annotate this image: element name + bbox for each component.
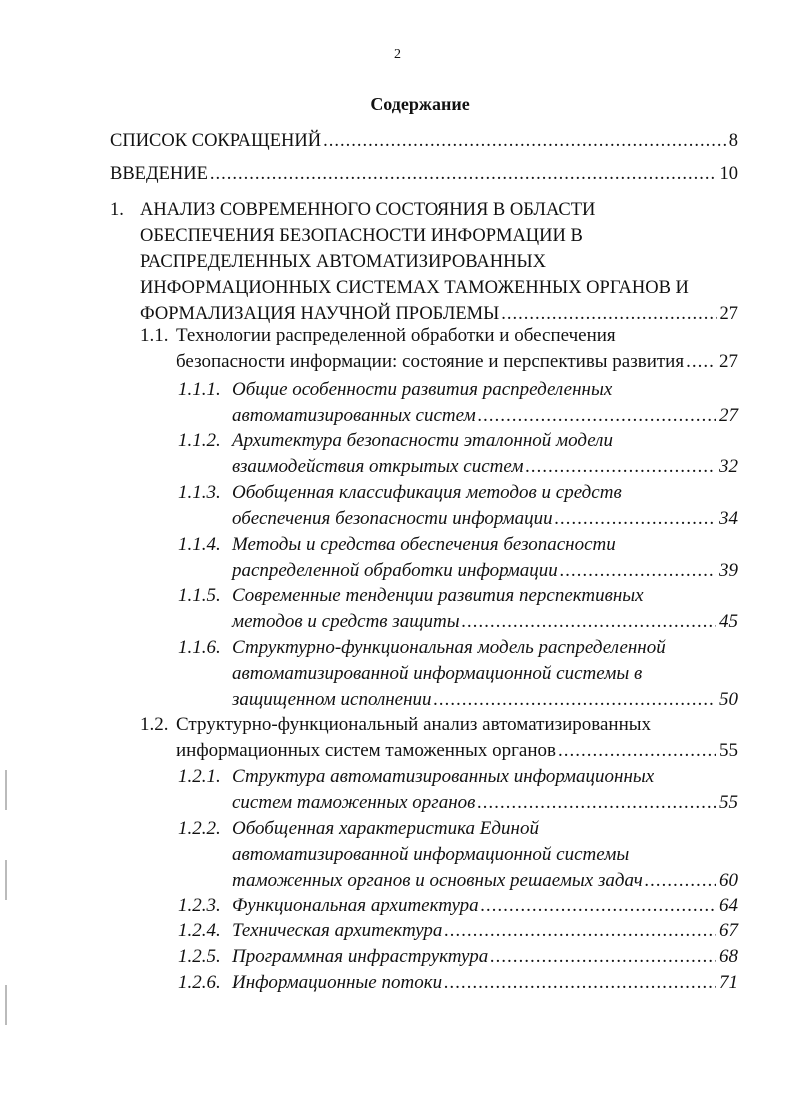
toc-page-number: 39 <box>719 560 738 581</box>
toc-entry-s1-1[interactable] <box>140 323 738 375</box>
dot-leader <box>478 403 716 429</box>
toc-entry-text: Структурно-функциональная модель распределенной <box>232 637 666 658</box>
dot-leader <box>481 893 716 919</box>
toc-entry-text: Обобщенная характеристика Единой <box>232 818 539 839</box>
dot-leader <box>525 454 716 480</box>
toc-entry-number: 1.2.2. <box>178 818 221 839</box>
toc-page-number: 8 <box>728 131 738 151</box>
toc-page-number: 27 <box>719 304 738 324</box>
toc-entry-number: 1.1.1. <box>178 379 221 400</box>
toc-entry-s1-2-5[interactable] <box>178 944 738 970</box>
toc-entry-text: безопасности информации: состояние и перспективы развития <box>176 351 685 372</box>
toc-page-number: 32 <box>719 456 738 477</box>
toc-entry-number: 1.1. <box>140 325 169 346</box>
toc-entry-text: Обобщенная классификация методов и средств <box>232 482 622 503</box>
toc-entry-s1-2[interactable] <box>140 712 738 764</box>
toc-entry-number: 1.1.2. <box>178 430 221 451</box>
toc-entry-number: 1.2.1. <box>178 766 221 787</box>
toc-entry-text: Структура автоматизированных информационных <box>232 766 655 787</box>
dot-leader <box>462 609 716 635</box>
toc-entry-text: ВВЕДЕНИЕ <box>110 164 208 184</box>
toc-page-number: 27 <box>719 351 738 372</box>
toc-entry-text: Методы и средства обеспечения безопасности <box>232 534 616 555</box>
toc-page-number: 64 <box>719 895 738 916</box>
toc-page-number: 67 <box>719 920 738 941</box>
scan-artifact <box>5 985 7 1025</box>
toc-entry-text: АНАЛИЗ СОВРЕМЕННОГО СОСТОЯНИЯ В ОБЛАСТИ <box>140 200 596 220</box>
toc-entry-text: систем таможенных органов <box>232 792 476 813</box>
dot-leader <box>444 918 716 944</box>
dot-leader <box>323 128 726 154</box>
toc-entry-number: 1.1.5. <box>178 585 221 606</box>
toc-entry-text: РАСПРЕДЕЛЕННЫХ АВТОМАТИЗИРОВАННЫХ <box>140 252 546 272</box>
toc-entry-text: Функциональная архитектура <box>232 895 479 916</box>
toc-entry-text: таможенных органов и основных решаемых задач <box>232 870 643 891</box>
dot-leader <box>555 506 716 532</box>
dot-leader <box>686 349 716 375</box>
toc-entry-abbr[interactable] <box>110 128 738 154</box>
toc-entry-number: 1. <box>110 200 124 220</box>
dot-leader <box>477 790 716 816</box>
toc-entry-text: информационных систем таможенных органов <box>176 740 556 761</box>
toc-entry-text: распределенной обработки информации <box>232 560 558 581</box>
toc-entry-s1-2-1[interactable] <box>178 764 738 816</box>
toc-entry-number: 1.2.4. <box>178 920 221 941</box>
toc-entry-text: ФОРМАЛИЗАЦИЯ НАУЧНОЙ ПРОБЛЕМЫ <box>140 304 500 324</box>
dot-leader <box>558 738 716 764</box>
toc-entry-s1-1-1[interactable] <box>178 377 738 429</box>
toc-entry-s1-1-3[interactable] <box>178 480 738 532</box>
toc-page-number: 34 <box>719 508 738 529</box>
toc-entry-text: ИНФОРМАЦИОННЫХ СИСТЕМАХ ТАМОЖЕННЫХ ОРГАНОВ И <box>140 278 689 298</box>
toc-page-number: 45 <box>719 611 738 632</box>
toc-page-number: 10 <box>719 164 738 184</box>
toc-entry-text: защищенном исполнении <box>232 689 432 710</box>
toc-entry-number: 1.2.6. <box>178 972 221 993</box>
toc-entry-text: Информационные потоки <box>232 972 443 993</box>
toc-page-number: 50 <box>719 689 738 710</box>
toc-entry-text: Программная инфраструктура <box>232 946 489 967</box>
toc-page-number: 71 <box>719 972 738 993</box>
toc-entry-text: взаимодействия открытых систем <box>232 456 524 477</box>
toc-entry-text: автоматизированных систем <box>232 405 476 426</box>
toc-entry-text: методов и средств защиты <box>232 611 460 632</box>
toc-entry-s1-1-4[interactable] <box>178 532 738 584</box>
toc-entry-text: СПИСОК СОКРАЩЕНИЙ <box>110 131 322 151</box>
dot-leader <box>434 687 716 713</box>
toc-entry-text: ОБЕСПЕЧЕНИЯ БЕЗОПАСНОСТИ ИНФОРМАЦИИ В <box>140 226 583 246</box>
toc-page-number: 60 <box>719 870 738 891</box>
toc-entry-text: Структурно-функциональный анализ автоматизированных <box>176 714 652 735</box>
toc-page-number: 68 <box>719 946 738 967</box>
scan-artifact <box>5 770 7 810</box>
toc-entry-text: обеспечения безопасности информации <box>232 508 553 529</box>
toc-title: Содержание <box>370 94 470 114</box>
toc-entry-number: 1.1.6. <box>178 637 221 658</box>
toc-entry-text: автоматизированной информационной системы <box>232 844 630 865</box>
toc-page-number: 55 <box>719 740 738 761</box>
dot-leader <box>210 161 717 187</box>
toc-entry-number: 1.1.4. <box>178 534 221 555</box>
toc-entry-text: Архитектура безопасности эталонной модели <box>232 430 613 451</box>
toc-entry-number: 1.2.3. <box>178 895 221 916</box>
toc-entry-s1-2-6[interactable] <box>178 970 738 996</box>
page-number: 2 <box>394 47 401 62</box>
toc-page-number: 55 <box>719 792 738 813</box>
toc-entry-number: 1.1.3. <box>178 482 221 503</box>
toc-entry-number: 1.2.5. <box>178 946 221 967</box>
toc-entry-intro[interactable] <box>110 161 738 187</box>
toc-entry-s1-1-6[interactable] <box>178 635 738 713</box>
toc-entry-text: Общие особенности развития распределенных <box>232 379 613 400</box>
toc-page-number: 27 <box>719 405 738 426</box>
dot-leader <box>645 868 716 894</box>
dot-leader <box>444 970 716 996</box>
toc-entry-s1-2-2[interactable] <box>178 816 738 894</box>
toc-entry-s1-2-3[interactable] <box>178 893 738 919</box>
toc-entry-number: 1.2. <box>140 714 169 735</box>
dot-leader <box>490 944 716 970</box>
toc-entry-s1-1-2[interactable] <box>178 428 738 480</box>
toc-entry-text: автоматизированной информационной системы в <box>232 663 643 684</box>
toc-entry-s1-2-4[interactable] <box>178 918 738 944</box>
toc-entry-ch1[interactable] <box>110 197 738 327</box>
dot-leader <box>560 558 716 584</box>
toc-entry-text: Технологии распределенной обработки и обеспечения <box>176 325 616 346</box>
scan-artifact <box>5 860 7 900</box>
toc-entry-text: Современные тенденции развития перспективных <box>232 585 644 606</box>
toc-entry-s1-1-5[interactable] <box>178 583 738 635</box>
toc-entry-text: Техническая архитектура <box>232 920 443 941</box>
